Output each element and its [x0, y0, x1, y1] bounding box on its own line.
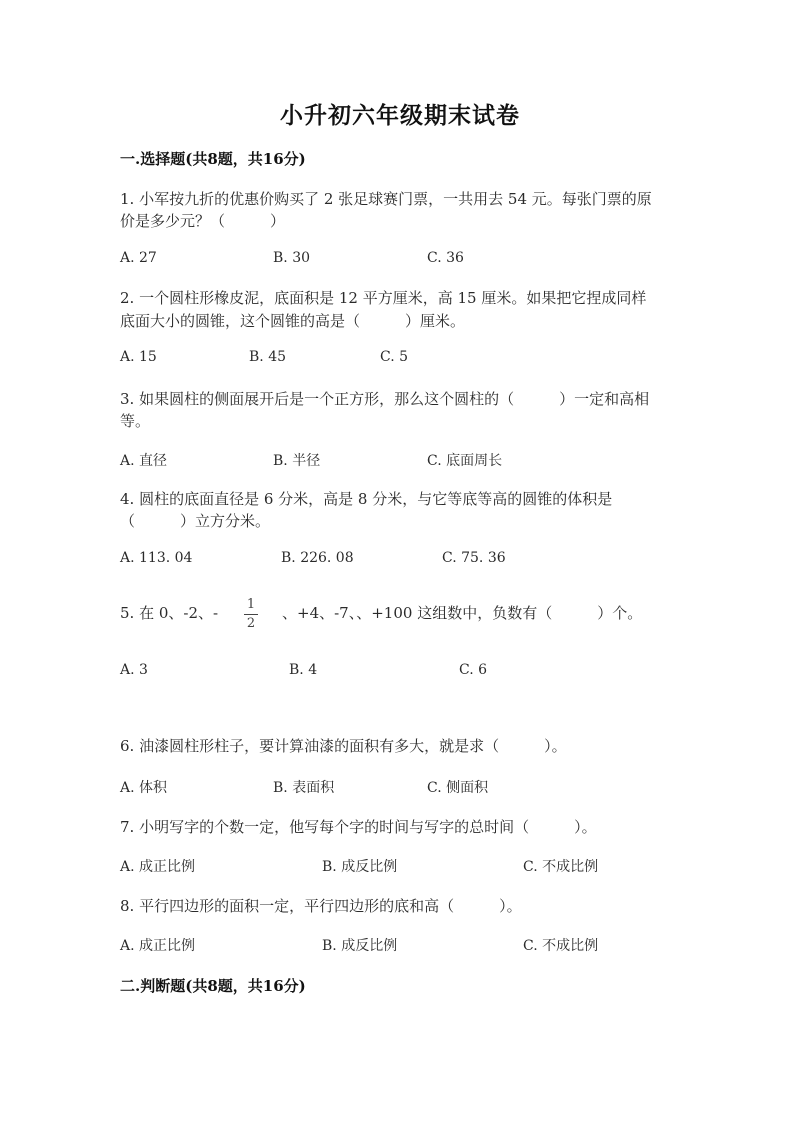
question-1-option-c: C. 36: [427, 250, 464, 266]
question-2-option-c: C. 5: [380, 349, 409, 365]
question-2-line-2: 底面大小的圆锥，这个圆锥的高是（ ）厘米。: [120, 312, 466, 330]
question-4-option-b: B. 226. 08: [281, 550, 354, 566]
question-7-option-a: A. 成正比例: [120, 859, 196, 875]
question-5-text-after: 、+4、-7、、+100 这组数中，负数有（ ）个。: [282, 604, 643, 622]
fraction-one-half: [244, 597, 258, 632]
question-7-option-b: B. 成反比例: [322, 859, 398, 875]
question-6-line-1: 6. 油漆圆柱形柱子，要计算油漆的面积有多大，就是求（ ）。: [120, 737, 567, 755]
question-5-text-before: 5. 在 0、-2、-: [120, 604, 219, 622]
question-6-option-a: A. 体积: [120, 780, 168, 796]
question-5-option-b: B. 4: [289, 662, 318, 678]
question-7-option-c: C. 不成比例: [523, 859, 599, 875]
fraction-bar: [244, 614, 258, 615]
question-2-option-a: A. 15: [120, 349, 157, 365]
question-8-line-1: 8. 平行四边形的面积一定，平行四边形的底和高（ ）。: [120, 897, 522, 915]
question-8-option-b: B. 成反比例: [322, 938, 398, 954]
fraction-numerator: 1: [246, 597, 256, 612]
question-8-option-a: A. 成正比例: [120, 938, 196, 954]
section-heading-judgement: 二.判断题(共8题，共16分): [120, 977, 306, 995]
question-2-option-b: B. 45: [249, 349, 287, 365]
question-8-option-c: C. 不成比例: [523, 938, 599, 954]
question-1-option-a: A. 27: [120, 250, 157, 266]
question-3-option-a: A. 直径: [120, 453, 168, 469]
question-2-line-1: 2. 一个圆柱形橡皮泥，底面积是 12 平方厘米，高 15 厘米。如果把它捏成同样: [120, 289, 647, 307]
question-4-option-c: C. 75. 36: [442, 550, 506, 566]
question-1-line-2: 价是多少元？（ ）: [120, 212, 286, 230]
question-3-line-1: 3. 如果圆柱的侧面展开后是一个正方形，那么这个圆柱的（ ）一定和高相: [120, 390, 650, 408]
question-7-line-1: 7. 小明写字的个数一定，他写每个字的时间与写字的总时间（ ）。: [120, 818, 597, 836]
question-1-line-1: 1. 小军按九折的优惠价购买了 2 张足球赛门票，一共用去 54 元。每张门票的原: [120, 190, 652, 208]
question-4-option-a: A. 113. 04: [120, 550, 193, 566]
page-title: 小升初六年级期末试卷: [280, 102, 520, 129]
question-5-option-c: C. 6: [459, 662, 488, 678]
question-1-option-b: B. 30: [273, 250, 311, 266]
question-3-line-2: 等。: [120, 412, 151, 430]
question-4-line-1: 4. 圆柱的底面直径是 6 分米，高是 8 分米，与它等底等高的圆锥的体积是: [120, 490, 613, 508]
question-6-option-c: C. 侧面积: [427, 780, 489, 796]
section-heading-choice: 一.选择题(共8题，共16分): [120, 150, 306, 168]
question-3-option-b: B. 半径: [273, 453, 321, 469]
question-5-option-a: A. 3: [120, 662, 148, 678]
fraction-denominator: 2: [246, 616, 256, 631]
question-3-option-c: C. 底面周长: [427, 453, 503, 469]
question-4-line-2: （ ）立方分米。: [120, 512, 271, 530]
question-6-option-b: B. 表面积: [273, 780, 335, 796]
